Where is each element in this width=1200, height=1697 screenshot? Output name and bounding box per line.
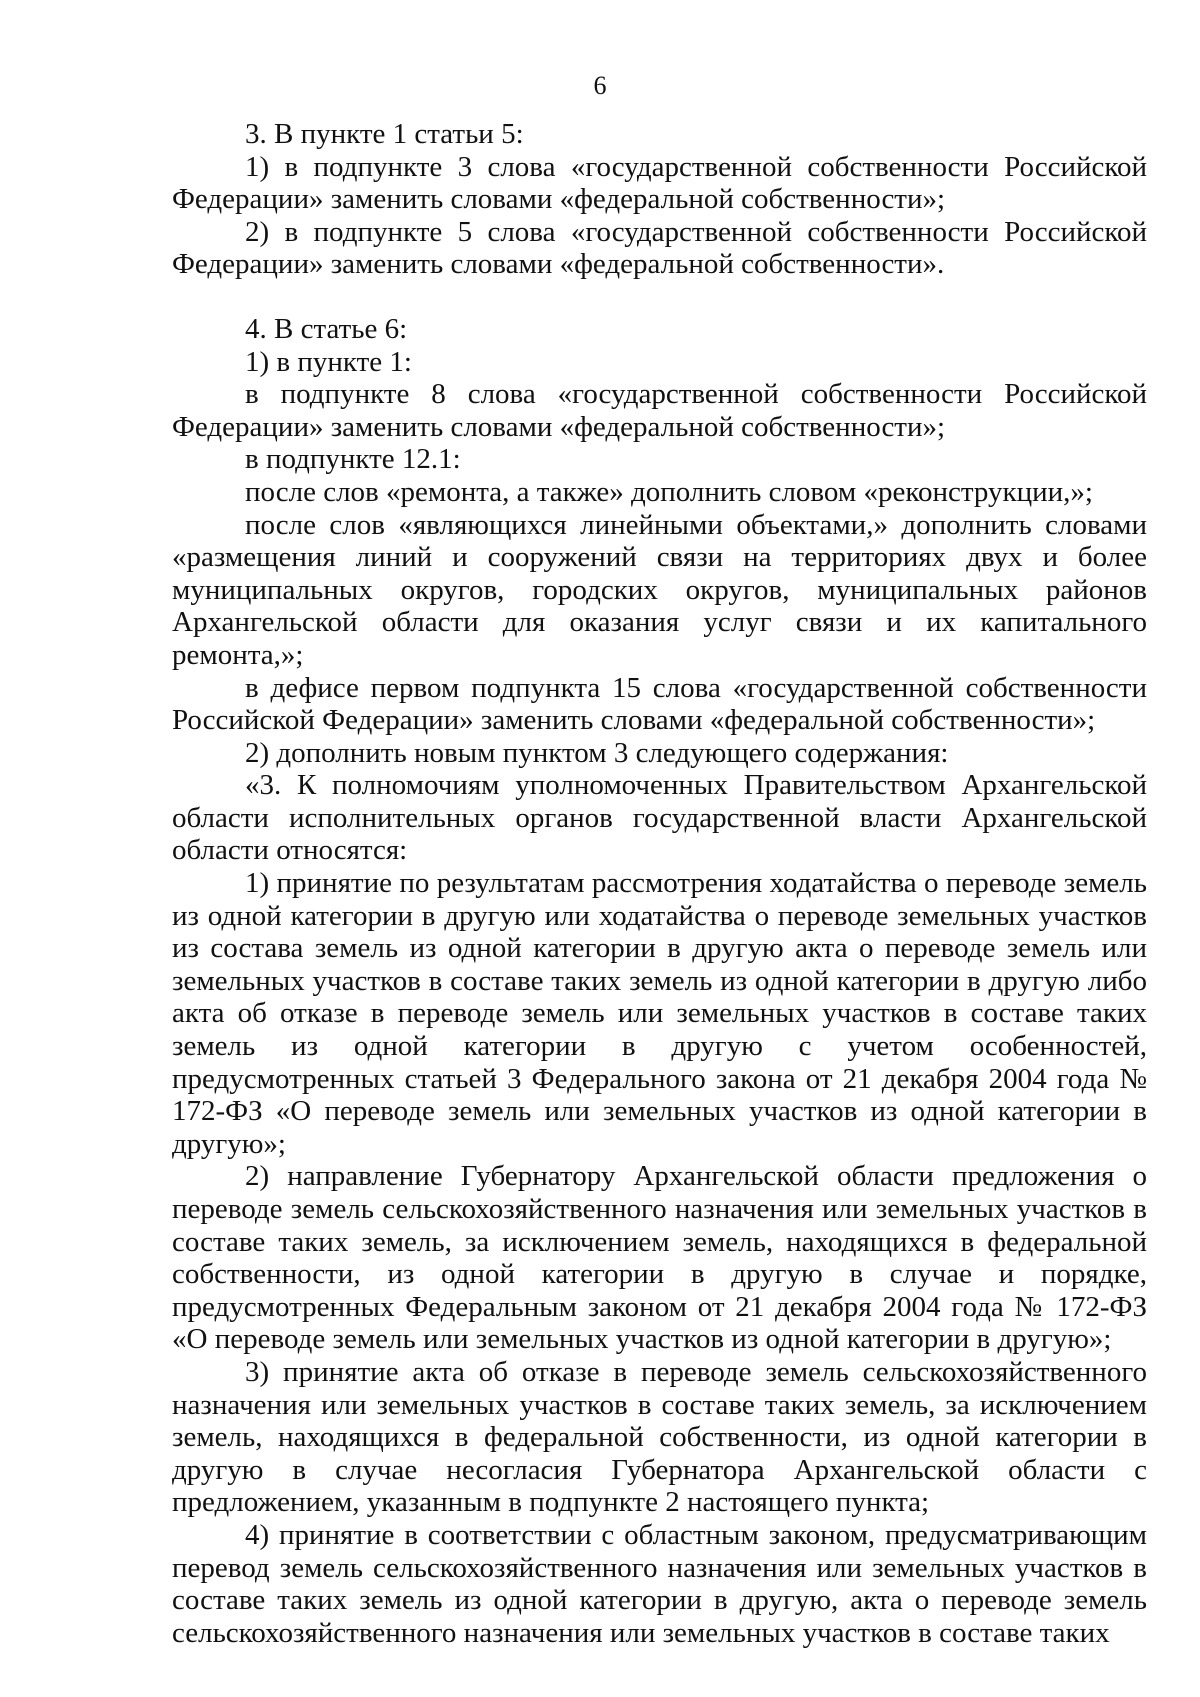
- section-spacer: [172, 281, 1147, 313]
- paragraph-power-4: 4) принятие в соответствии с областным законом, предусматривающим перевод земель сельскохозяйственного назначения или земельных участков в составе таких земель из одной категории в другую, акта о переводе земель сельскохозяйственного назначения или земельных участков в составе таких: [172, 1518, 1147, 1649]
- paragraph-power-1: 1) принятие по результатам рассмотрения ходатайства о переводе земель из одной категории в другую или ходатайства о переводе земельных участков из состава земель из одной категории в другую акта о переводе земель или земельных участков в составе таких земель из одной категории в другую либо акта об отказе в переводе земель или земельных участков в составе таких земель из одной категории в другую с учетом особенностей, предусмотренных статьей 3 Федерального закона от 21 декабря 2004 года № 172-ФЗ «О переводе земель или земельных участков из одной категории в другую»;: [172, 867, 1147, 1160]
- paragraph-4-item-1: 1) в пункте 1:: [245, 345, 412, 378]
- paragraph-4-heading: 4. В статье 6:: [245, 312, 408, 345]
- paragraph-4-repair-addition: после слов «ремонта, а также» дополнить словом «реконструкции,»;: [245, 475, 1093, 508]
- paragraph-3-item-2: 2) в подпункте 5 слова «государственной собственности Российской Федерации» заменить словами «федеральной собственности».: [172, 215, 1147, 281]
- paragraph-power-3: 3) принятие акта об отказе в переводе земель сельскохозяйственного назначения или земельных участков в составе таких земель, за исключением земель, находящихся в федеральной собственности, из одной категории в другую в случае несогласия Губернатора Архангельской области с предложением, указанным в подпункте 2 настоящего пункта;: [172, 1355, 1147, 1519]
- document-body: [172, 118, 1147, 1649]
- paragraph-power-2: 2) направление Губернатору Архангельской области предложения о переводе земель сельскохозяйственного назначения или земельных участков в составе таких земель, за исключением земель, находящихся в федеральной собственности, из одной категории в другую в случае и порядке, предусмотренных Федеральным законом от 21 декабря 2004 года № 172-ФЗ «О переводе земель или земельных участков из одной категории в другую»;: [172, 1160, 1147, 1356]
- paragraph-4-linear-objects-addition: после слов «являющихся линейными объектами,» дополнить словами «размещения линий и сооружений связи на территориях двух и более муниципальных округов, городских округов, муниципальных районов Архангельской области для оказания услуг связи и их капитального ремонта,»;: [172, 508, 1147, 671]
- paragraph-3-item-1: 1) в подпункте 3 слова «государственной собственности Российской Федерации» заменить словами «федеральной собственности»;: [172, 150, 1147, 216]
- paragraph-4-subitem-15: в дефисе первом подпункта 15 слова «государственной собственности Российской Федерации» заменить словами «федеральной собственности»;: [172, 671, 1147, 737]
- paragraph-4-subitem-12-1: в подпункте 12.1:: [245, 443, 461, 476]
- paragraph-new-point-3: «3. К полномочиям уполномоченных Правительством Архангельской области исполнительных органов государственной власти Архангельской области относятся:: [172, 769, 1147, 867]
- paragraph-3-heading: 3. В пункте 1 статьи 5:: [245, 118, 524, 150]
- page-number: 6: [593, 71, 607, 100]
- paragraph-4-subitem-8: в подпункте 8 слова «государственной собственности Российской Федерации» заменить словами «федеральной собственности»;: [172, 378, 1147, 443]
- paragraph-4-item-2: 2) дополнить новым пунктом 3 следующего содержания:: [245, 736, 949, 769]
